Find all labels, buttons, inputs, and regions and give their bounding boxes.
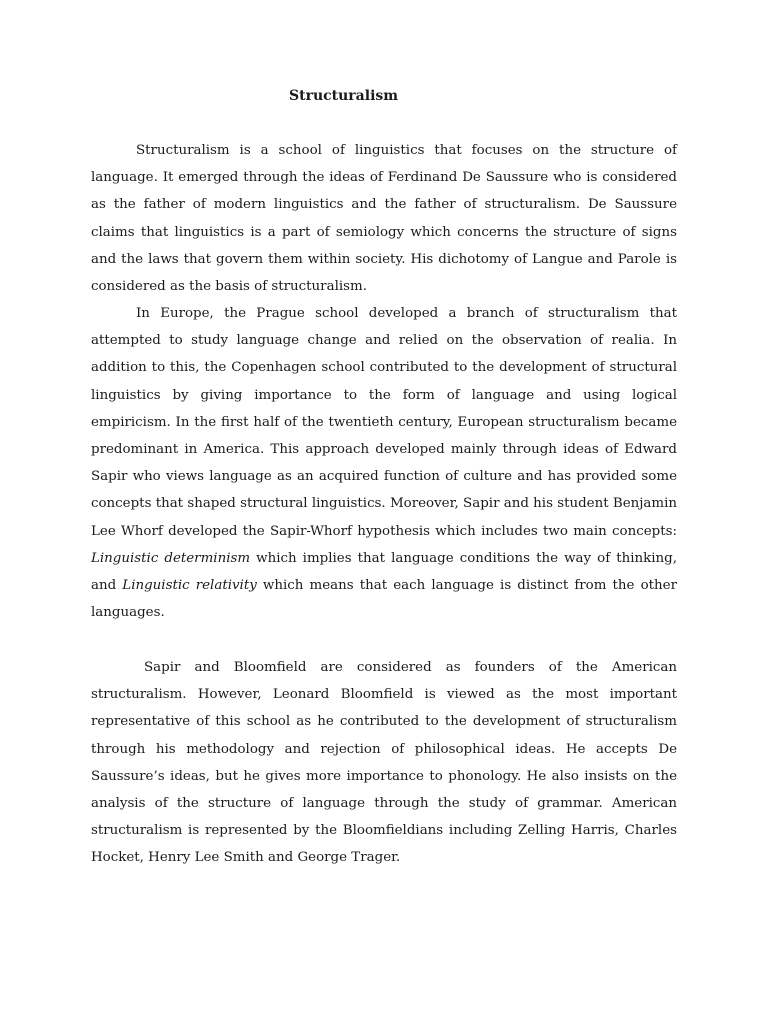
paragraph-2 <box>91 300 677 626</box>
paragraph-2-part-1: In Europe, the Prague school developed a branch of structuralism that attempted to study language change and relied on the observation of realia. In addition to this, the Copenhagen school contributed to the development of structural linguistics by giving importance to the form of language and using logical empiricism. In the first half of the twentieth century, European structuralism became predominant in America. This approach developed mainly through ideas of Edward Sapir who views language as an acquired function of culture and has provided some concepts that shaped structural linguistics. Moreover, Sapir and his student Benjamin Lee Whorf developed the Sapir-Whorf hypothesis which includes two main concepts: <box>91 306 677 539</box>
paragraph-2-part-3: which means that each language is distinct from the other languages. <box>91 578 677 621</box>
paragraph-1: Structuralism is a school of linguistics that focuses on the structure of language. It emerged through the ideas of Ferdinand De Saussure who is considered as the father of modern linguistics and the father of structuralism. De Saussure claims that linguistics is a part of semiology which concerns the structure of signs and the laws that govern them within society. His dichotomy of Langue and Parole is considered as the basis of structuralism. <box>91 143 677 295</box>
term-linguistic-relativity: Linguistic relativity <box>122 578 257 594</box>
document-title: Structuralism <box>289 88 399 104</box>
paragraph-3: Sapir and Bloomfield are considered as founders of the American structuralism. However, Leonard Bloomfield is viewed as the most important representative of this school as he contributed to the development of structuralism through his methodology and rejection of philosophical ideas. He accepts De Saussure’s ideas, but he gives more importance to phonology. He also insists on the analysis of the structure of language through the study of grammar. American structuralism is represented by the Bloomfieldians including Zelling Harris, Charles Hocket, Henry Lee Smith and George Trager. <box>91 660 677 866</box>
term-linguistic-determinism: Linguistic determinism <box>91 550 251 566</box>
document-page <box>91 80 677 980</box>
paragraph-2-part-2: which implies that language conditions the way of thinking, and <box>91 550 677 594</box>
